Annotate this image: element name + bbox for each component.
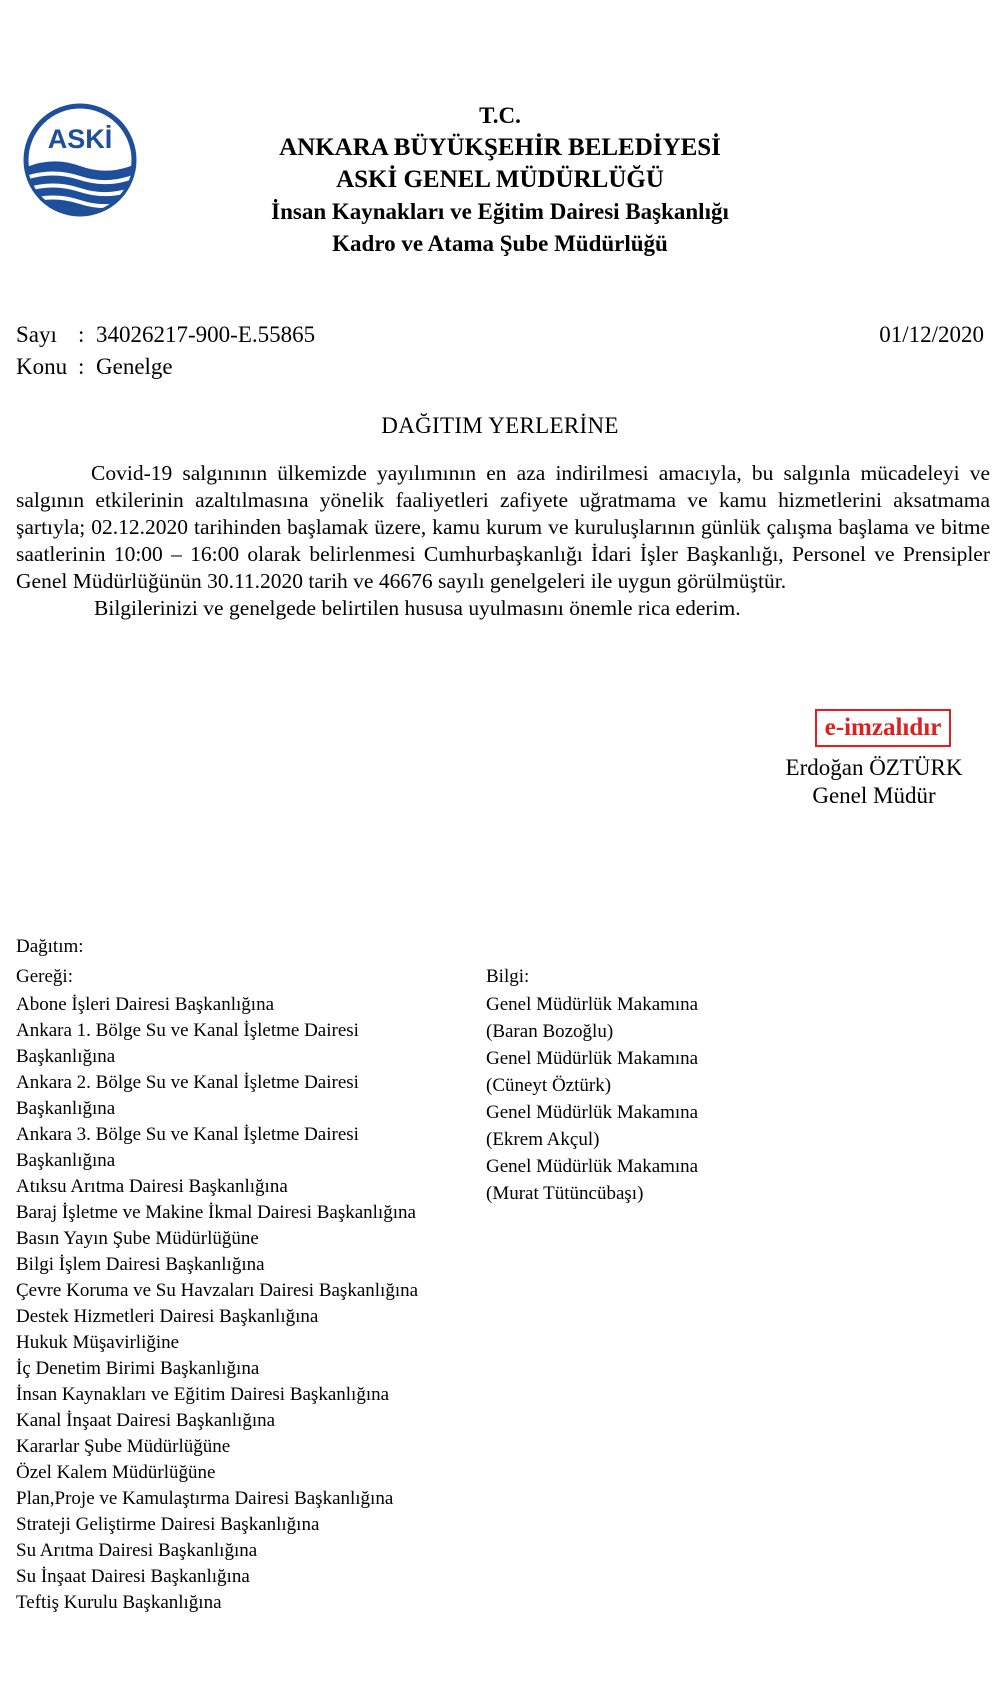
header-line-branch: Kadro ve Atama Şube Müdürlüğü (332, 231, 668, 256)
gereg-item: Baraj İşletme ve Makine İkmal Dairesi Başkanlığına (16, 1202, 416, 1223)
sayi-colon: : (78, 322, 85, 347)
addressee: DAĞITIM YERLERİNE (381, 413, 619, 438)
gereg-item: İnsan Kaynakları ve Eğitim Dairesi Başkanlığına (16, 1384, 390, 1405)
bilgi-item: (Baran Bozoğlu) (486, 1021, 614, 1042)
gereg-item: Strateji Geliştirme Dairesi Başkanlığına (16, 1514, 320, 1535)
header-line-department: İnsan Kaynakları ve Eğitim Dairesi Başkanlığı (271, 199, 729, 224)
gereg-item: Başkanlığına (16, 1150, 116, 1171)
gereg-item: Ankara 3. Bölge Su ve Kanal İşletme Dairesi (16, 1124, 359, 1145)
konu-label: Konu (16, 354, 68, 379)
header-line-directorate: ASKİ GENEL MÜDÜRLÜĞÜ (336, 166, 664, 193)
gereg-item: Kararlar Şube Müdürlüğüne (16, 1436, 231, 1457)
bilgi-item: Genel Müdürlük Makamına (486, 994, 699, 1015)
sayi-label: Sayı (16, 322, 57, 347)
document-date: 01/12/2020 (879, 322, 984, 347)
bilgi-label: Bilgi: (486, 966, 530, 987)
header-line-municipality: ANKARA BÜYÜKŞEHİR BELEDİYESİ (279, 134, 721, 161)
gereg-item: Basın Yayın Şube Müdürlüğüne (16, 1228, 259, 1249)
bilgi-item: (Ekrem Akçul) (486, 1129, 600, 1150)
gereg-item: Abone İşleri Dairesi Başkanlığına (16, 994, 275, 1015)
gereg-item: Başkanlığına (16, 1098, 116, 1119)
konu-value: Genelge (96, 354, 173, 379)
gereg-item: Başkanlığına (16, 1046, 116, 1067)
body-paragraph-2: Bilgilerinizi ve genelgede belirtilen hususa uyulmasını önemle rica ederim. (94, 596, 741, 620)
gereg-label: Gereği: (16, 966, 73, 987)
gereg-item: Özel Kalem Müdürlüğüne (16, 1462, 216, 1483)
signer-name: Erdoğan ÖZTÜRK (785, 755, 963, 780)
gereg-item: Destek Hizmetleri Dairesi Başkanlığına (16, 1306, 319, 1327)
gereg-item: Atıksu Arıtma Dairesi Başkanlığına (16, 1176, 288, 1197)
gereg-item: Su Arıtma Dairesi Başkanlığına (16, 1540, 258, 1561)
gereg-list (16, 992, 476, 1616)
gereg-item: Hukuk Müşavirliğine (16, 1332, 180, 1353)
bilgi-item: (Murat Tütüncübaşı) (486, 1183, 644, 1204)
gereg-item: Plan,Proje ve Kamulaştırma Dairesi Başkanlığına (16, 1488, 394, 1509)
bilgi-item: Genel Müdürlük Makamına (486, 1156, 699, 1177)
e-signature-stamp: e-imzalıdır (815, 709, 951, 747)
bilgi-item: (Cüneyt Öztürk) (486, 1075, 612, 1096)
signer-block (764, 754, 984, 810)
gereg-item: Ankara 1. Bölge Su ve Kanal İşletme Dairesi (16, 1020, 359, 1041)
gereg-item: Ankara 2. Bölge Su ve Kanal İşletme Dairesi (16, 1072, 359, 1093)
bilgi-list (486, 992, 786, 1208)
gereg-item: Bilgi İşlem Dairesi Başkanlığına (16, 1254, 265, 1275)
logo-text: ASKİ (47, 124, 113, 154)
bilgi-item: Genel Müdürlük Makamına (486, 1102, 699, 1123)
document-body (16, 460, 990, 622)
gereg-item: Su İnşaat Dairesi Başkanlığına (16, 1566, 250, 1587)
signer-title: Genel Müdür (812, 783, 936, 808)
document-header (0, 100, 1000, 260)
gereg-item: Teftiş Kurulu Başkanlığına (16, 1592, 222, 1613)
meta-sayi (16, 319, 315, 351)
sayi-value: 34026217-900-E.55865 (96, 322, 316, 347)
konu-colon: : (78, 354, 85, 379)
distribution-title: Dağıtım: (16, 936, 84, 957)
gereg-item: İç Denetim Birimi Başkanlığına (16, 1358, 260, 1379)
meta-konu (16, 351, 173, 383)
gereg-item: Çevre Koruma ve Su Havzaları Dairesi Başkanlığına (16, 1280, 419, 1301)
header-line-tc: T.C. (479, 103, 521, 128)
gereg-item: Kanal İnşaat Dairesi Başkanlığına (16, 1410, 276, 1431)
bilgi-item: Genel Müdürlük Makamına (486, 1048, 699, 1069)
body-paragraph-1: Covid-19 salgınının ülkemizde yayılımının en aza indirilmesi amacıyla, bu salgınla mücadeleyi ve salgının etkilerinin azaltılmasına yönelik faaliyetleri zafiyete uğratmama ve kamu hizmetlerini aksatmama şartıyla; 02.12.2020 tarihinden başlamak üzere, kamu kurum ve kuruluşlarının günlük çalışma başlama ve bitme saatlerinin 10:00 – 16:00 olarak belirlenmesi Cumhurbaşkanlığı İdari İşler Başkanlığı, Personel ve Prensipler Genel Müdürlüğünün 30.11.2020 tarih ve 46676 sayılı genelgeleri ile uygun görülmüştür. (16, 461, 990, 593)
